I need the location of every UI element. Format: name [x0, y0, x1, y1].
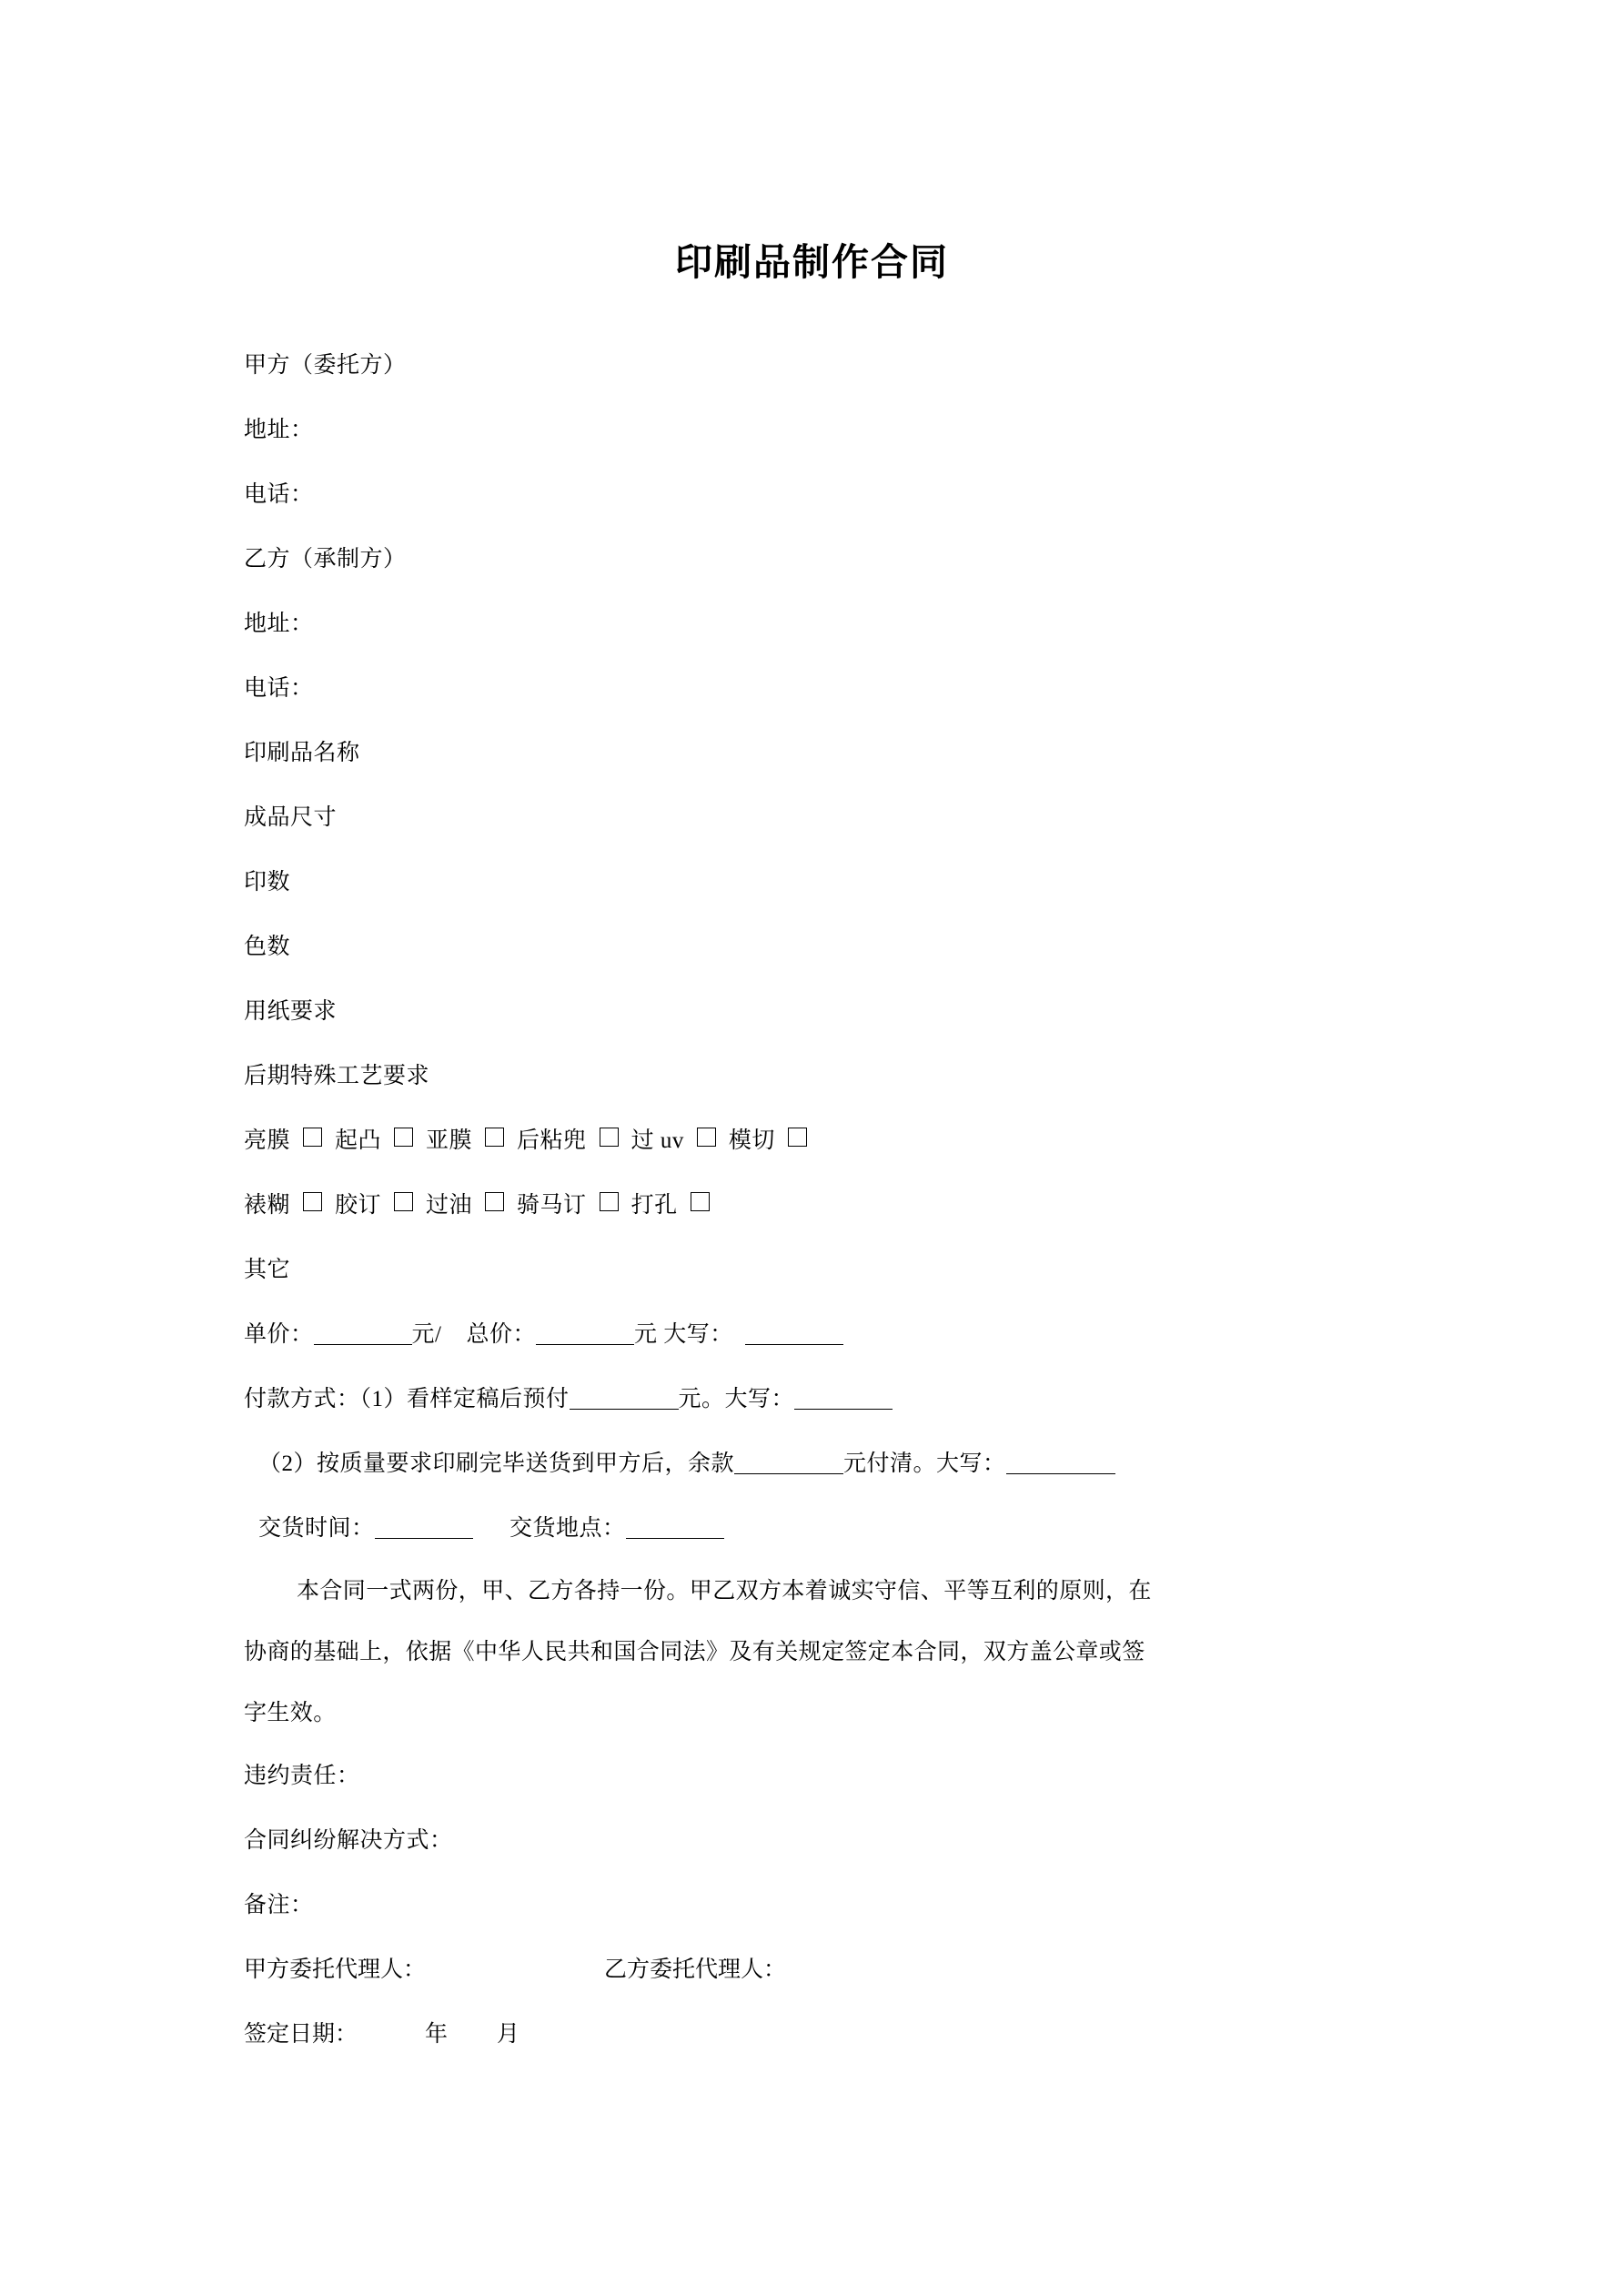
- delivery-line: [244, 1496, 1380, 1561]
- delivery-place-label: 交货地点：: [509, 1516, 626, 1541]
- checkbox-dakong[interactable]: [691, 1192, 710, 1211]
- option-label-guouv: 过 uv: [630, 1128, 684, 1153]
- payment-item-1-suffix: 元。大写：: [678, 1387, 795, 1411]
- product-name-label: 印刷品名称: [244, 741, 360, 765]
- color-count-label: 色数: [244, 935, 291, 959]
- option-label-jiaoding: 胶订: [335, 1193, 382, 1218]
- balance-capital-field[interactable]: [1006, 1473, 1115, 1474]
- payment-method-label: 付款方式：: [244, 1387, 360, 1411]
- total-price-suffix: 元: [633, 1322, 658, 1347]
- party-a-phone-label: 电话：: [244, 482, 314, 507]
- checkbox-qimading[interactable]: [600, 1192, 619, 1211]
- process-options-row-2: [244, 1173, 1380, 1238]
- checkbox-houniandou[interactable]: [600, 1128, 619, 1147]
- breach-liability-label: 违约责任：: [244, 1764, 360, 1788]
- delivery-time-field[interactable]: [375, 1538, 473, 1539]
- checkbox-moqie[interactable]: [788, 1128, 807, 1147]
- payment-line-1: [244, 1367, 1380, 1431]
- agent-b-label: 乙方委托代理人：: [604, 1957, 787, 1982]
- party-b-address-label: 地址：: [244, 612, 314, 636]
- option-label-houniandou: 后粘兜: [517, 1128, 587, 1153]
- agent-a-label: 甲方委托代理人：: [244, 1957, 427, 1982]
- delivery-place-field[interactable]: [626, 1538, 724, 1539]
- option-label-qimading: 骑马订: [517, 1193, 587, 1218]
- party-b-label: 乙方（承制方）: [244, 547, 407, 571]
- total-price-field[interactable]: [536, 1344, 634, 1345]
- process-options-row-1: [244, 1108, 1380, 1173]
- prepay-amount-field[interactable]: [570, 1409, 679, 1410]
- paper-requirement-label: 用纸要求: [244, 999, 338, 1024]
- capital-amount-field[interactable]: [745, 1344, 843, 1345]
- agreement-line-2: 协商的基础上，依据《中华人民共和国合同法》及有关规定签定本合同，双方盖公章或签: [244, 1640, 1145, 1664]
- option-label-dakong: 打孔: [630, 1193, 678, 1218]
- agreement-line-3: 字生效。: [244, 1701, 337, 1725]
- sign-date-year-unit: 年: [425, 2022, 449, 2047]
- checkbox-liangmo[interactable]: [303, 1128, 322, 1147]
- checkbox-jiaoding[interactable]: [394, 1192, 413, 1211]
- payment-line-2: [244, 1431, 1380, 1496]
- option-label-biaohu: 裱糊: [244, 1193, 291, 1218]
- checkbox-biaohu[interactable]: [303, 1192, 322, 1211]
- checkbox-guoyou[interactable]: [485, 1192, 504, 1211]
- payment-item-2-text: （2）按质量要求印刷完毕送货到甲方后，余款: [258, 1451, 735, 1476]
- delivery-time-label: 交货时间：: [258, 1516, 375, 1541]
- payment-item-1-text: （1）看样定稿后预付: [359, 1387, 570, 1411]
- capital-amount-label: 大写：: [663, 1322, 733, 1347]
- print-count-label: 印数: [244, 870, 291, 895]
- checkbox-yamo[interactable]: [485, 1128, 504, 1147]
- prepay-capital-field[interactable]: [794, 1409, 893, 1410]
- dispute-resolution-label: 合同纠纷解决方式：: [244, 1828, 453, 1853]
- balance-amount-field[interactable]: [734, 1473, 843, 1474]
- option-label-guoyou: 过油: [426, 1193, 473, 1218]
- payment-item-2-suffix: 元付清。大写：: [843, 1451, 1006, 1476]
- agreement-paragraph: [244, 1561, 1380, 1744]
- sign-date-row: [244, 2002, 1380, 2067]
- sign-date-month-unit: 月: [497, 2022, 520, 2047]
- price-line: [244, 1302, 1380, 1367]
- checkbox-qitu[interactable]: [394, 1128, 413, 1147]
- party-a-label: 甲方（委托方）: [244, 353, 407, 378]
- sign-date-label: 签定日期：: [244, 2022, 358, 2047]
- agreement-line-1: 本合同一式两份，甲、乙方各持一份。甲乙双方本着诚实守信、平等互利的原则，在: [297, 1579, 1152, 1603]
- unit-price-label: 单价：: [244, 1322, 314, 1347]
- page-title: 印刷品制作合同: [675, 241, 949, 283]
- party-b-phone-label: 电话：: [244, 676, 314, 701]
- finished-size-label: 成品尺寸: [244, 805, 338, 830]
- unit-price-suffix: 元/: [411, 1322, 442, 1347]
- option-label-yamo: 亚膜: [426, 1128, 473, 1153]
- option-label-liangmo: 亮膜: [244, 1128, 291, 1153]
- unit-price-field[interactable]: [314, 1344, 412, 1345]
- agents-row: [244, 1937, 1380, 2002]
- total-price-label: 总价：: [466, 1322, 536, 1347]
- remark-label: 备注：: [244, 1893, 314, 1917]
- post-process-requirement-label: 后期特殊工艺要求: [244, 1064, 430, 1088]
- option-label-qitu: 起凸: [335, 1128, 382, 1153]
- checkbox-guouv[interactable]: [697, 1128, 716, 1147]
- party-a-address-label: 地址：: [244, 418, 314, 442]
- option-label-moqie: 模切: [728, 1128, 775, 1153]
- other-label: 其它: [244, 1258, 291, 1282]
